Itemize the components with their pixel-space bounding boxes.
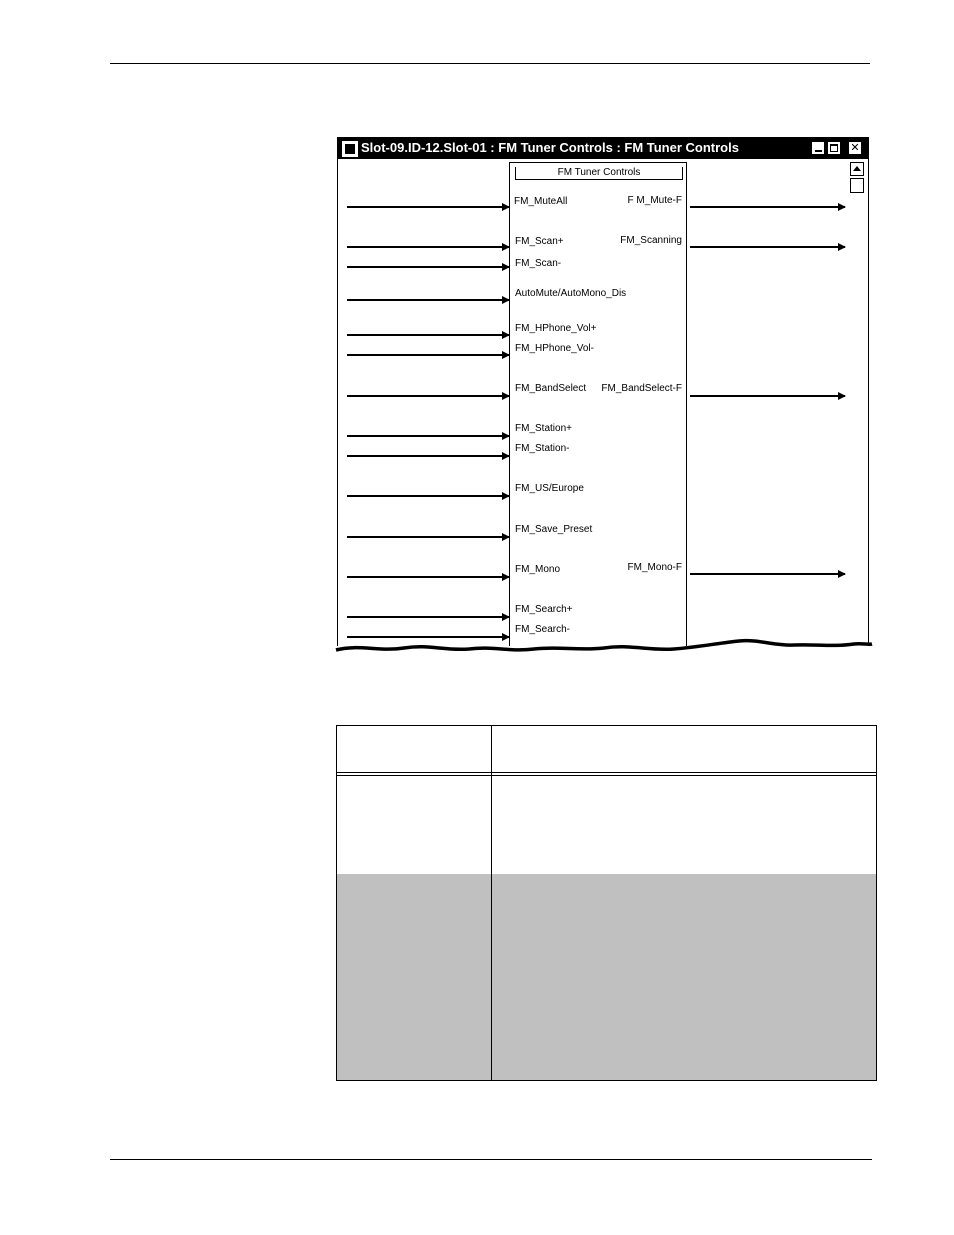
- input-pin-label[interactable]: FM_BandSelect: [515, 383, 587, 394]
- input-pin-label[interactable]: AutoMute/AutoMono_Dis: [515, 288, 627, 299]
- input-pin-label[interactable]: FM_Mono: [515, 564, 561, 575]
- input-pin-label[interactable]: FM_Station-: [515, 443, 570, 454]
- output-pin-label[interactable]: FM_BandSelect-F: [601, 383, 682, 394]
- torn-edge: [334, 630, 874, 660]
- close-icon: ✕: [850, 142, 860, 154]
- footer-rule: [110, 1159, 872, 1160]
- output-pin-label[interactable]: F M_Mute-F: [627, 195, 682, 206]
- input-pin-label[interactable]: FM_Station+: [515, 423, 572, 434]
- table-row: [337, 776, 876, 874]
- input-pin-label[interactable]: FM_Scan-: [515, 258, 562, 269]
- block-title: FM Tuner Controls: [515, 167, 683, 180]
- fm-tuner-window[interactable]: [337, 137, 869, 653]
- header-rule: [110, 63, 870, 64]
- output-pin-label[interactable]: FM_Mono-F: [627, 562, 682, 573]
- input-pin-label[interactable]: FM_US/Europe: [515, 483, 584, 494]
- input-pin-label[interactable]: FM_Scan+: [515, 236, 564, 247]
- input-pin-label[interactable]: FM_HPhone_Vol+: [515, 323, 597, 334]
- input-pin-label[interactable]: FM_Save_Preset: [515, 524, 593, 535]
- header-divider: [337, 772, 876, 773]
- input-pin-label[interactable]: FM_Search+: [515, 604, 573, 615]
- input-pin-label[interactable]: FM_MuteAll: [514, 196, 568, 207]
- column-divider: [491, 874, 492, 1080]
- window-title: Slot-09.ID-12.Slot-01 : FM Tuner Controls : FM Tuner Controls: [361, 140, 739, 155]
- output-pin-label[interactable]: FM_Scanning: [620, 235, 682, 246]
- text-cursor: [337, 306, 338, 318]
- input-pin-label[interactable]: FM_HPhone_Vol-: [515, 343, 594, 354]
- input-pin-label[interactable]: FM_Search-: [515, 624, 571, 635]
- fm-tuner-logic-block[interactable]: [509, 162, 687, 653]
- table-row: [337, 874, 876, 1080]
- signal-description-table: [336, 725, 877, 1081]
